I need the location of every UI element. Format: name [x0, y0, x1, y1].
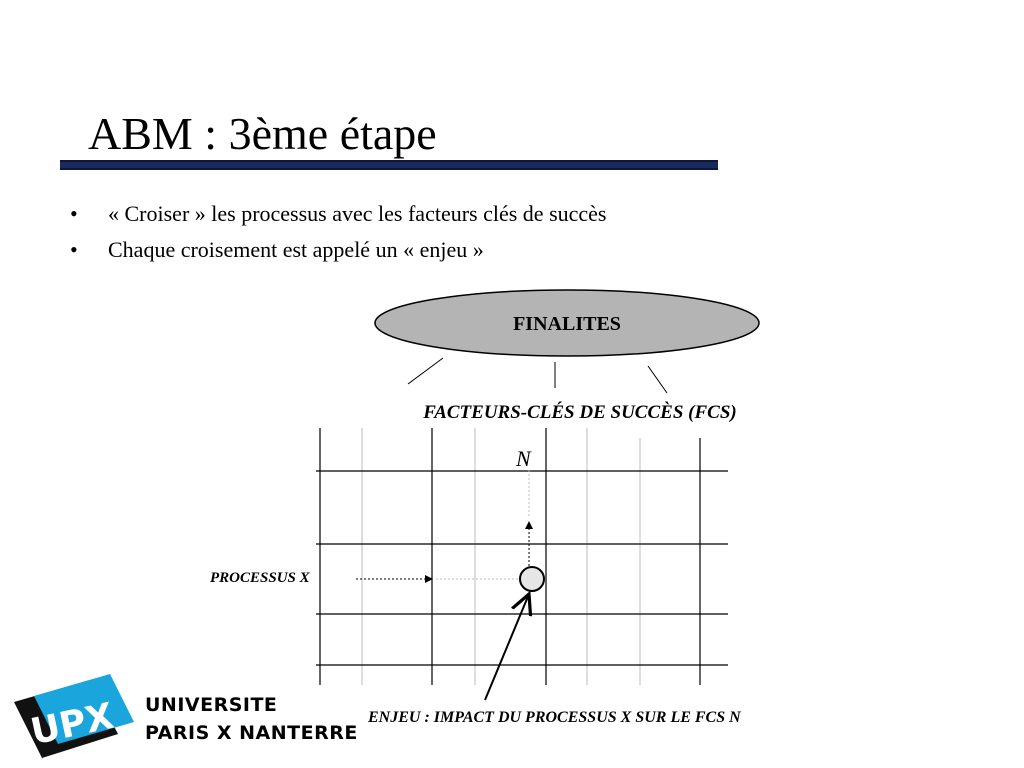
enjeu-intersection-circle [520, 567, 544, 591]
process-x-label: PROCESSUS X [210, 570, 310, 586]
connector-right [648, 366, 667, 393]
enjeu-pointer-arrow [485, 594, 529, 700]
logo-campus-text: PARIS X NANTERRE [145, 722, 358, 744]
fcs-n-label: N [516, 446, 531, 471]
enjeu-label: ENJEU : IMPACT DU PROCESSUS X SUR LE FCS N [368, 709, 741, 726]
fcs-label: FACTEURS-CLÉS DE SUCCÈS (FCS) [423, 402, 737, 423]
logo-mark-text: UPX [27, 695, 118, 754]
bullet-text: Chaque croisement est appelé un « enjeu » [108, 237, 484, 262]
bullet-text: « Croiser » les processus avec les facteurs clés de succès [108, 201, 607, 226]
upx-logo-icon [12, 672, 322, 764]
bullet-dot: • [70, 237, 78, 262]
slide-title: ABM : 3ème étape [88, 108, 437, 159]
bullet-dot: • [70, 201, 78, 226]
finalites-label: FINALITES [513, 313, 621, 335]
connector-left [408, 358, 443, 384]
logo-university-text: UNIVERSITE [145, 694, 278, 716]
